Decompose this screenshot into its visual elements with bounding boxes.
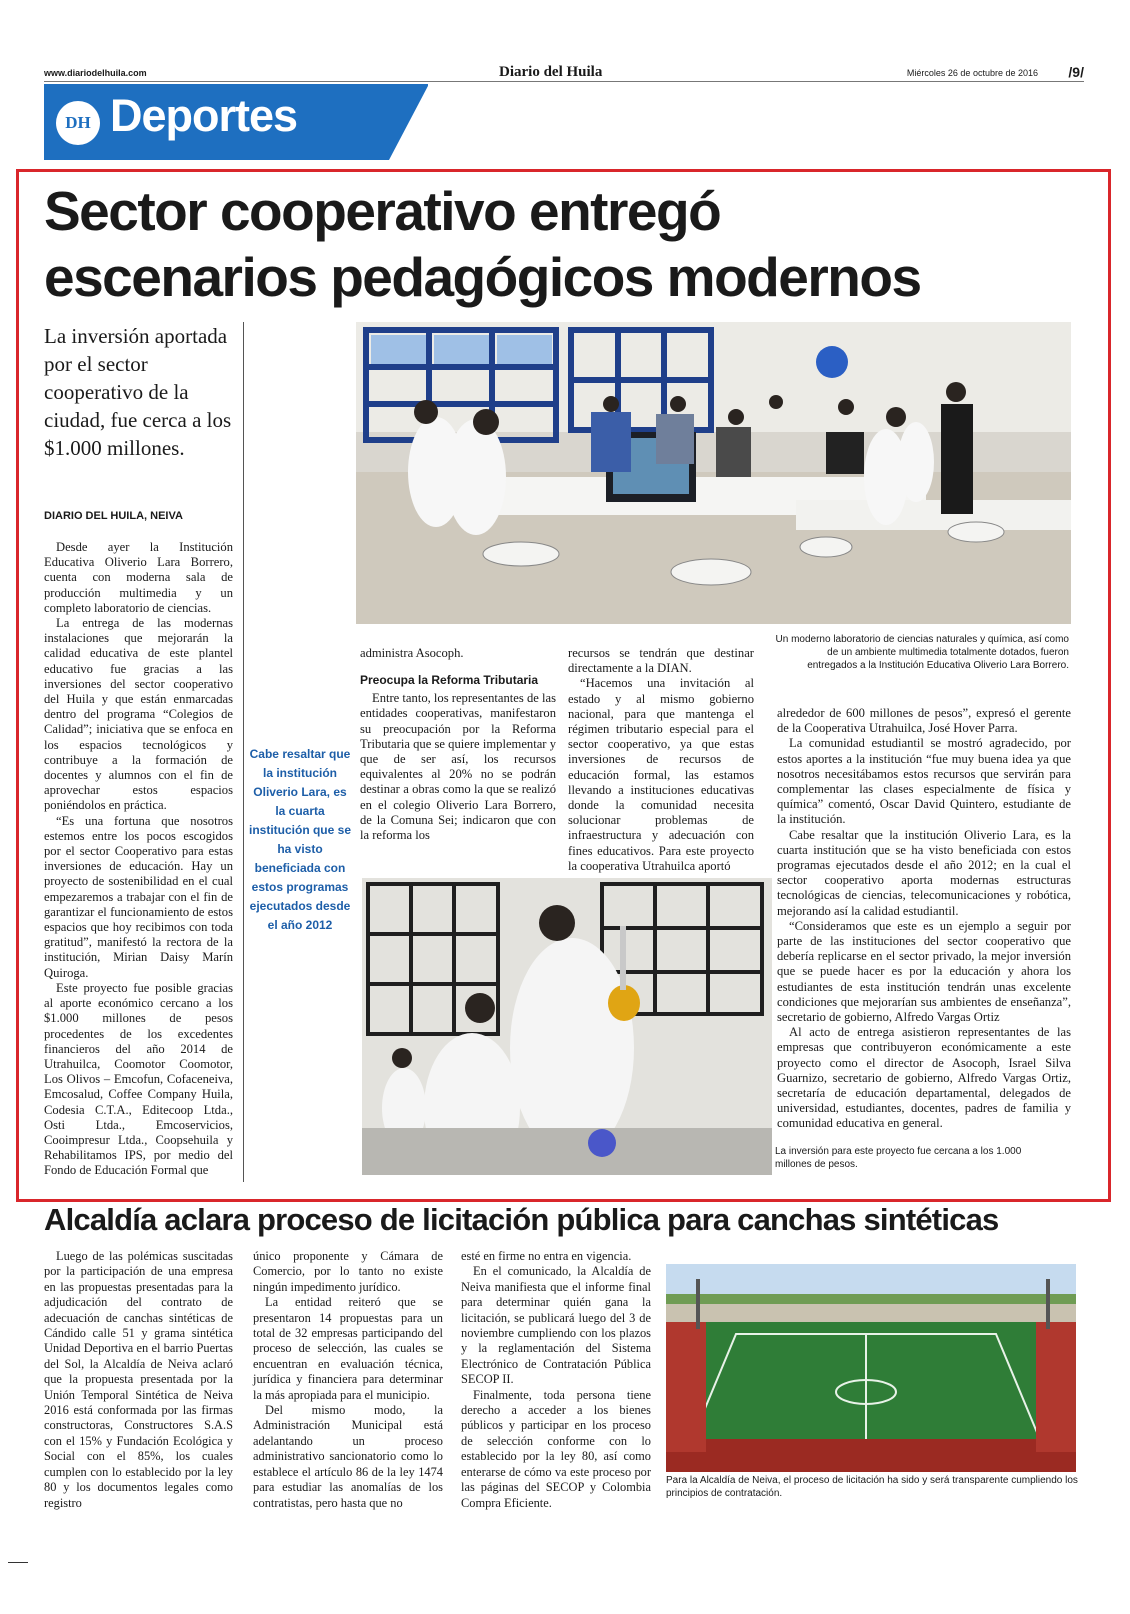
section-title: Deportes (110, 90, 298, 141)
photo-caption: Para la Alcaldía de Neiva, el proceso de licitación ha sido y será transparente cumpliendo los principios de contratación. (666, 1475, 1078, 1499)
lab-photo[interactable] (356, 322, 1071, 624)
photo-caption: La inversión para este proyecto fue cercana a los 1.000 millones de pesos. (775, 1146, 1022, 1170)
page-number: /9/ (1068, 64, 1084, 80)
chemistry-photo[interactable] (362, 878, 772, 1175)
paper-name: Diario del Huila (499, 64, 603, 80)
paragraph: recursos se tendrán que destinar directamente a la DIAN. (568, 646, 754, 676)
masthead (44, 64, 1084, 82)
lab-photo-image (356, 322, 1071, 624)
paragraph: esté en firme no entra en vigencia. (461, 1249, 632, 1263)
article-column-1 (44, 540, 233, 1179)
page-mark (8, 1562, 28, 1563)
headline-line-1: Sector cooperativo entregó (44, 180, 721, 242)
subheading: Preocupa la Reforma Tributaria (360, 673, 539, 688)
paragraph: administra Asocoph. (360, 646, 464, 660)
article-column-2 (253, 1249, 443, 1511)
section-banner (44, 84, 428, 160)
paragraph: La comunidad estudiantil se mostró agradecido, por estos aportes a la institución “fue muy buena idea ya que nosotros necesitábamos estos recursos que servirán para complementar las clases especialmente de física y química” comentó, Oscar David Quintero, estudiante de la institución. (777, 736, 1071, 827)
paragraph: “Es una fortuna que nosotros estemos entre los pocos escogidos por el sector Cooperativo para estas inversiones de educación. Hay un proyecto de sostenibilidad en el cual empezaremos a trabajar con el fin de garantizar el funcionamiento de estos espacios que hoy recibimos con toda gratitud”, manifestó la rectora de la institución, Mirian Daisy Marín Quiroga. (44, 813, 233, 980)
paragraph: Del mismo modo, la Administración Municipal está adelantando un proceso administrativo sancionatorio como lo establece el artículo 86 de la ley 1474 para estudiar las anomalías de los contratistas, pero hasta que no (253, 1403, 443, 1510)
photo-caption: Un moderno laboratorio de ciencias naturales y química, así como de un ambiente multimedia totalmente dotados, fueron entregados a la Institución Educativa Oliverio Lara Borrero. (775, 634, 1069, 671)
paragraph: La entidad reiteró que se presentaron 14 propuestas para un total de 32 empresas participando del proceso de selección, las cuales se encuentran en evaluación técnica, jurídica y financiera para determinar la más apropiada para el municipio. (253, 1295, 443, 1402)
paragraph: Al acto de entrega asistieron representantes de las empresas que contribuyeron económicamente a este proyecto como el director de Asocoph, Israel Silva Guarnizo, secretario de gobierno, Alfredo Vargas Ortiz, secretaría de educación departamental, delegados de universidad, estudiantes, docentes, padres de familia y comunidad educativa en general. (777, 1025, 1071, 1131)
article-headline: Alcaldía aclara proceso de licitación pública para canchas sintéticas (44, 1202, 999, 1237)
paragraph: alrededor de 600 millones de pesos”, expresó el gerente de la Cooperativa Utrahuilca, José Hover Parra. (777, 706, 1071, 736)
paragraph: En el comunicado, la Alcaldía de Neiva manifiesta que el informe final para determinar quién gana la licitación, se publicará luego del 3 de noviembre cumpliendo con los plazos y la reglamentación del Sistema Electrónico de Contratación Pública SECOP II. (461, 1264, 651, 1387)
pull-quote: Cabe resaltar que la institución Oliverio Lara, es la cuarta institución que se ha visto beneficiada con estos programas ejecutados desde el año 2012 (248, 747, 351, 932)
article-headline (44, 178, 1094, 310)
paragraph: Cabe resaltar que la institución Oliverio Lara, es la cuarta institución que se ha visto beneficiada con estos programas ejecutados desde el año 2012; en la cual el sector cooperativo aporta modernas estructuras tecnológicas de ciencias, telecomunicaciones y robótica, mejorando así la calidad estudiantil. (777, 827, 1071, 918)
paragraph: “Hacemos una invitación al estado y al mismo gobierno nacional, para que mantenga el régimen tributario especial para el sector cooperativo, ya que estas inversiones de recursos de educación formal, las estamos llevando a instituciones educativas donde la comunidad necesita solucionar problemas de infraestructura y adecuación con fines educativos. Para este proyecto la cooperativa Utrahuilca aportó (568, 676, 754, 873)
article-column-3 (461, 1249, 651, 1511)
paragraph: Entre tanto, los representantes de las entidades cooperativas, manifestaron su preocupación por la Reforma Tributaria que se quiere implementar y que de ser así, los recursos equivalentes al 20% no se podrán destinar a obras como la que se realizó en el colegio Oliverio Lara Borrero, de la Comuna Sei; indicaron que con la reforma los (360, 691, 556, 843)
article-column-1 (44, 1249, 233, 1511)
paragraph: “Consideramos que este es un ejemplo a seguir por parte de las instituciones del sector cooperativo que debería replicarse en el sector privado, la mejor inversión que se puede hacer es por la educación y ahora los estudiantes de esta institución tendrán unas excelente condiciones que mejorarían sus ambientes de enseñanza”, secretario de gobierno, Alfredo Vargas Ortiz (777, 918, 1071, 1025)
masthead-rule (44, 81, 1084, 82)
article-lead: La inversión aportada por el sector cooperativo de la ciudad, fue cerca a los $1.000 millones. (44, 324, 232, 460)
issue-date: Miércoles 26 de octubre de 2016 (906, 68, 1038, 78)
article-column-4 (777, 706, 1071, 1132)
paragraph: Finalmente, toda persona tiene derecho a acceder a los bienes públicos y participar en los proceso de selección conforme con lo establecido por la ley 80, así como enterarse de cómo va este proceso por las páginas del SECOP y Colombia Compra Eficiente. (461, 1387, 651, 1510)
paragraph: Luego de las polémicas suscitadas por la participación de una empresa en las propuestas presentadas para la adjudicación del contrato de adecuación de canchas sintéticas de Cándido calle 51 y grama sintética Unidad Deportiva en el barrio Puertas del Sol, la Alcaldía de Neiva aclaró que la propuesta presentada por la Unión Temporal Sintética de Neiva 2016 está conformada por las firmas constructoras, Constructores S.A.S con el 15% y Fundación Ecológica y Social con el 85%, los cuales cumplen con lo establecido por la ley 80 y los documentos legales como registro (44, 1249, 233, 1510)
site-url[interactable]: www.diariodelhuila.com (44, 68, 147, 78)
dh-logo: DH (56, 101, 100, 145)
paragraph: La entrega de las modernas instalaciones que mejorarán la calidad educativa de este plantel educativo fue gracias a las inversiones del sector cooperativo del Huila y que están enmarcadas dentro del programa “Colegios de Calidad”; iniciativa que se enfoca en los espacios tecnológicos y contribuye a la formación de docentes y alumnos con el fin de aprovechar estos espacios poniéndolos en práctica. (44, 616, 233, 813)
stadium-photo[interactable] (666, 1264, 1076, 1472)
article-column-2 (360, 646, 556, 843)
column-divider (243, 322, 244, 1182)
paragraph: Desde ayer la Institución Educativa Oliverio Lara Borrero, cuenta con moderna sala de producción multimedia y un completo laboratorio de ciencias. (44, 540, 233, 615)
headline-line-2: escenarios pedagógicos modernos (44, 246, 921, 308)
article-column-3 (568, 646, 754, 874)
chemistry-photo-image (362, 878, 772, 1175)
paragraph: único proponente y Cámara de Comercio, por lo tanto no existe ningún impedimento jurídico. (253, 1249, 443, 1294)
stadium-photo-image (666, 1264, 1076, 1472)
byline: DIARIO DEL HUILA, NEIVA (44, 510, 183, 522)
paragraph: Este proyecto fue posible gracias al aporte económico cercano a los $1.000 millones de pesos procedentes de los excedentes financieros del año 2014 de Utrahuilca, Coomotor Coomotor, Los Olivos – Emcofun, Cofaceneiva, Emcosalud, Coffee Company Huila, Codesia C.T.A., Editecoop Ltda., Osti Ltda., Emcoservicios, Cooimpresur Ltda., Coopsehuila y Rehabilitamos IPS, por medio del Fondo de Educación Formal que (44, 980, 233, 1178)
